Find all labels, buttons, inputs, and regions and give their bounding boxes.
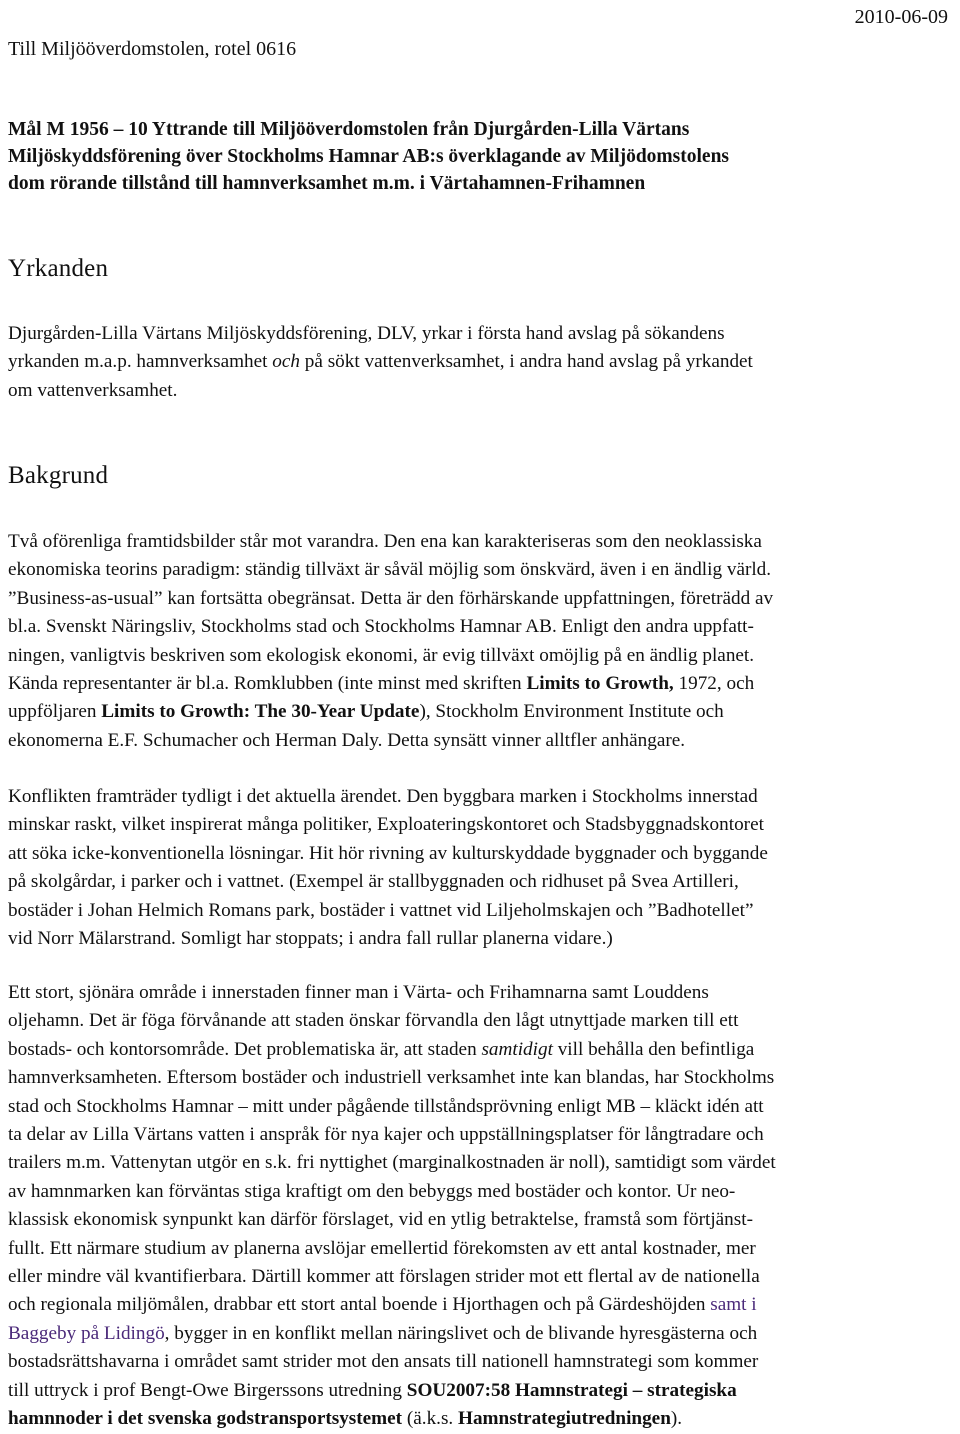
text-line: bl.a. Svenskt Näringsliv, Stockholms stad och Stockholms Hamnar AB. Enligt den andra uppfatt- xyxy=(8,616,754,638)
text-line: uppföljaren Limits to Growth: The 30-Year Update), Stockholm Environment Institute och xyxy=(8,701,724,723)
paragraph-bakgrund-3 xyxy=(8,979,952,1434)
text-line: Två oförenliga framtidsbilder står mot varandra. Den ena kan karakteriseras som den neoklassiska xyxy=(8,531,762,552)
book-title: Limits to Growth, xyxy=(526,673,674,695)
text-line: stad och Stockholms Hamnar – mitt under pågående tillståndsprövning enligt MB – kläckt idén att xyxy=(8,1095,764,1117)
paragraph-yrkanden xyxy=(8,320,952,405)
text-line: ekonomerna E.F. Schumacher och Herman Daly. Detta synsätt vinner alltfler anhängare. xyxy=(8,729,686,751)
emphasis: samtidigt xyxy=(481,1038,553,1060)
text-line: trailers m.m. Vattenytan utgör en s.k. fri nyttighet (marginalkostnaden är noll), samtidigt som värdet xyxy=(8,1152,776,1174)
text-line: fullt. Ett närmare studium av planerna avslöjar emellertid förekomsten av ett antal kostnader, mer xyxy=(8,1237,756,1259)
text-line: vid Norr Mälarstrand. Somligt har stoppats; i andra fall rullar planerna vidare.) xyxy=(8,928,613,950)
text-line: bostadsrättshavarna i området samt strider mot den ansats till nationell hamnstrategi som kommer xyxy=(8,1351,759,1373)
text-line: yrkanden m.a.p. hamnverksamhet och på sökt vattenverksamhet, i andra hand avslag på yrkandet xyxy=(8,351,753,373)
paragraph-bakgrund-1 xyxy=(8,528,952,755)
paragraph-bakgrund-2 xyxy=(8,783,952,953)
text-line: Konflikten framträder tydligt i det aktuella ärendet. Den byggbara marken i Stockholms innerstad xyxy=(8,786,758,807)
section-heading-yrkanden: Yrkanden xyxy=(8,255,109,282)
text-line: oljehamn. Det är föga förvånande att staden önskar förvandla den lågt utnyttjade marken till ett xyxy=(8,1010,739,1032)
book-title: Limits to Growth: The 30-Year Update xyxy=(101,701,420,723)
text-line: om vattenverksamhet. xyxy=(8,379,178,401)
recipient-line: Till Miljööverdomstolen, rotel 0616 xyxy=(8,38,297,60)
case-title-line: Mål M 1956 – 10 Yttrande till Miljööverdomstolen från Djurgården-Lilla Värtans xyxy=(8,119,690,140)
text-line: ta delar av Lilla Värtans vatten i anspråk för nya kajer och uppställningsplatser för långtradare och xyxy=(8,1124,764,1146)
inline-link[interactable]: samt i xyxy=(710,1294,757,1316)
text-line: hamnverksamheten. Eftersom bostäder och industriell verksamhet inte kan blandas, har Stockholms xyxy=(8,1067,775,1089)
letter-date: 2010-06-09 xyxy=(854,6,948,28)
case-title-line: Miljöskyddsförening över Stockholms Hamnar AB:s överklagande av Miljödomstolens xyxy=(8,146,730,167)
case-title-line: dom rörande tillstånd till hamnverksamhet m.m. i Värtahamnen-Frihamnen xyxy=(8,173,646,194)
text-line: Djurgården-Lilla Värtans Miljöskyddsförening, DLV, yrkar i första hand avslag på sökandens xyxy=(8,323,725,344)
report-title: hamnnoder i det svenska godstransportsystemet xyxy=(8,1408,403,1430)
text-line: och regionala miljömålen, drabbar ett stort antal boende i Hjorthagen och på Gärdeshöjden samt i xyxy=(8,1294,757,1316)
text-line: Ett stort, sjönära område i innerstaden finner man i Värta- och Frihamnarna samt Louddens xyxy=(8,982,709,1003)
text-line: Kända representanter är bl.a. Romklubben (inte minst med skriften Limits to Growth, 1972, och xyxy=(8,673,755,695)
text-line: klassisk ekonomisk synpunkt kan därför förslaget, vid en ytlig betraktelse, framstå som förtjänst- xyxy=(8,1209,753,1231)
text-line: ”Business-as-usual” kan fortsätta obegränsat. Detta är den förhärskande uppfattningen, företrädd av xyxy=(8,587,774,609)
text-line: till uttryck i prof Bengt-Owe Birgerssons utredning SOU2007:58 Hamnstrategi – strategiska xyxy=(8,1379,737,1401)
text-line: minskar raskt, vilket inspirerat många politiker, Exploateringskontoret och Stadsbyggnadskontoret xyxy=(8,814,764,836)
report-title: SOU2007:58 Hamnstrategi – strategiska xyxy=(406,1379,737,1401)
emphasis: och xyxy=(272,351,300,373)
text-line: hamnnoder i det svenska godstransportsystemet (ä.k.s. Hamnstrategiutredningen). xyxy=(8,1408,683,1430)
text-line: ningen, vanligtvis beskriven som ekologisk ekonomi, är evig tillväxt omöjlig på en ändlig planet. xyxy=(8,644,755,666)
text-line: Baggeby på Lidingö, bygger in en konflikt mellan näringslivet och de blivande hyresgästerna och xyxy=(8,1322,758,1344)
text-line: ekonomiska teorins paradigm: ständig tillväxt är såväl möjlig som önskvärd, även i en ändlig värld. xyxy=(8,559,772,581)
text-line: på skolgårdar, i parker och i vattnet. (Exempel är stallbyggnaden och ridhuset på Svea Artilleri, xyxy=(8,871,739,893)
report-short-name: Hamnstrategiutredningen xyxy=(458,1408,671,1430)
letter-header xyxy=(8,6,948,66)
text-line: att söka icke-konventionella lösningar. Hit hör rivning av kulturskyddade byggnader och byggande xyxy=(8,842,768,864)
text-line: eller mindre väl kvantifierbara. Därtill kommer att förslagen strider mot ett flertal av de nationella xyxy=(8,1266,760,1288)
text-line: bostäder i Johan Helmich Romans park, bostäder i vattnet vid Liljeholmskajen och ”Badhotellet” xyxy=(8,899,754,921)
case-title xyxy=(8,116,938,197)
inline-link[interactable]: Baggeby på Lidingö xyxy=(8,1322,165,1344)
text-line: av hamnmarken kan förväntas stiga kraftigt om den bebyggs med bostäder och kontor. Ur neo- xyxy=(8,1180,736,1202)
section-heading-bakgrund: Bakgrund xyxy=(8,462,109,489)
text-line: bostads- och kontorsområde. Det problematiska är, att staden samtidigt vill behålla den befintliga xyxy=(8,1038,755,1060)
